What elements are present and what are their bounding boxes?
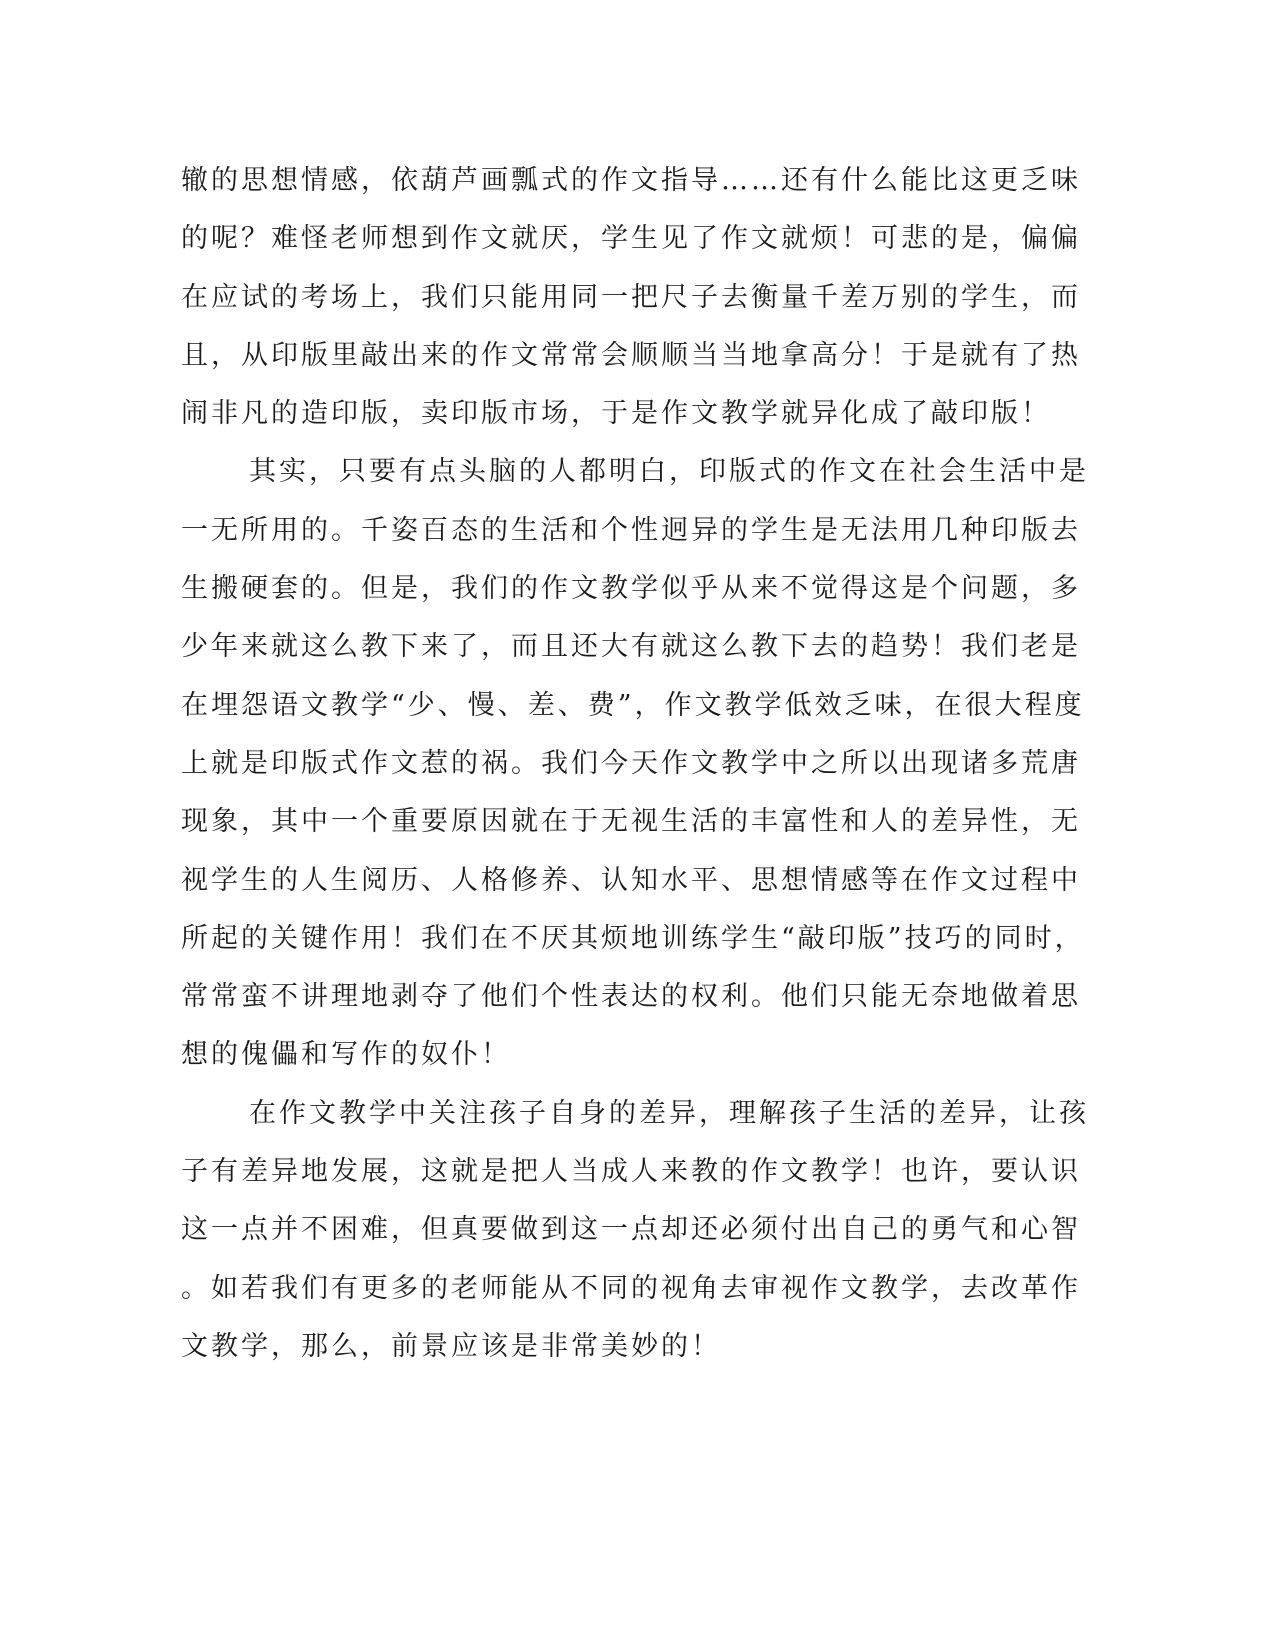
- text-line: 生搬硬套的。但是，我们的作文教学似乎从来不觉得这是个问题，多: [181, 573, 1081, 605]
- text-line: 辙的思想情感，依葫芦画瓢式的作文指导……还有什么能比这更乏味: [181, 165, 1081, 196]
- text-line: 在应试的考场上，我们只能用同一把尺子去衡量千差万别的学生，而: [181, 281, 1081, 313]
- text-line: 在埋怨语文教学“少、慢、差、费”，作文教学低效乏味，在很大程度: [181, 689, 1085, 721]
- text-line: 所起的关键作用！我们在不厌其烦地训练学生“敲印版”技巧的同时，: [181, 922, 1085, 954]
- text-line: 一无所用的。千姿百态的生活和个性迥异的学生是无法用几种印版去: [181, 514, 1081, 546]
- text-line: 子有差异地发展，这就是把人当成人来教的作文教学！也许，要认识: [181, 1156, 1081, 1188]
- text-line: 常常蛮不讲理地剥夺了他们个性表达的权利。他们只能无奈地做着思: [181, 981, 1081, 1013]
- text-line: 现象，其中一个重要原因就在于无视生活的丰富性和人的差异性，无: [181, 806, 1081, 838]
- text-line: 其实，只要有点头脑的人都明白，印版式的作文在社会生活中是: [249, 456, 1089, 488]
- text-line: 且，从印版里敲出来的作文常常会顺顺当当地拿高分！于是就有了热: [181, 339, 1081, 371]
- article-body: [181, 155, 1089, 1379]
- text-line: 文教学，那么，前景应该是非常美妙的！: [181, 1330, 721, 1362]
- text-line: 上就是印版式作文惹的祸。我们今天作文教学中之所以出现诸多荒唐: [181, 747, 1081, 779]
- text-line: 的呢？难怪老师想到作文就厌，学生见了作文就烦！可悲的是，偏偏: [181, 223, 1081, 255]
- text-line: 。如若我们有更多的老师能从不同的视角去审视作文教学，去改革作: [181, 1272, 1081, 1304]
- text-line: 少年来就这么教下来了，而且还大有就这么教下去的趋势！我们老是: [181, 631, 1081, 663]
- text-line: 闹非凡的造印版，卖印版市场，于是作文教学就异化成了敲印版！: [181, 398, 1051, 430]
- text-line: 在作文教学中关注孩子自身的差异，理解孩子生活的差异，让孩: [249, 1097, 1089, 1129]
- text-line: 视学生的人生阅历、人格修养、认知水平、思想情感等在作文过程中: [181, 864, 1081, 896]
- text-line: 想的傀儡和写作的奴仆！: [181, 1039, 511, 1071]
- text-line: 这一点并不困难，但真要做到这一点却还必须付出自己的勇气和心智: [181, 1214, 1081, 1246]
